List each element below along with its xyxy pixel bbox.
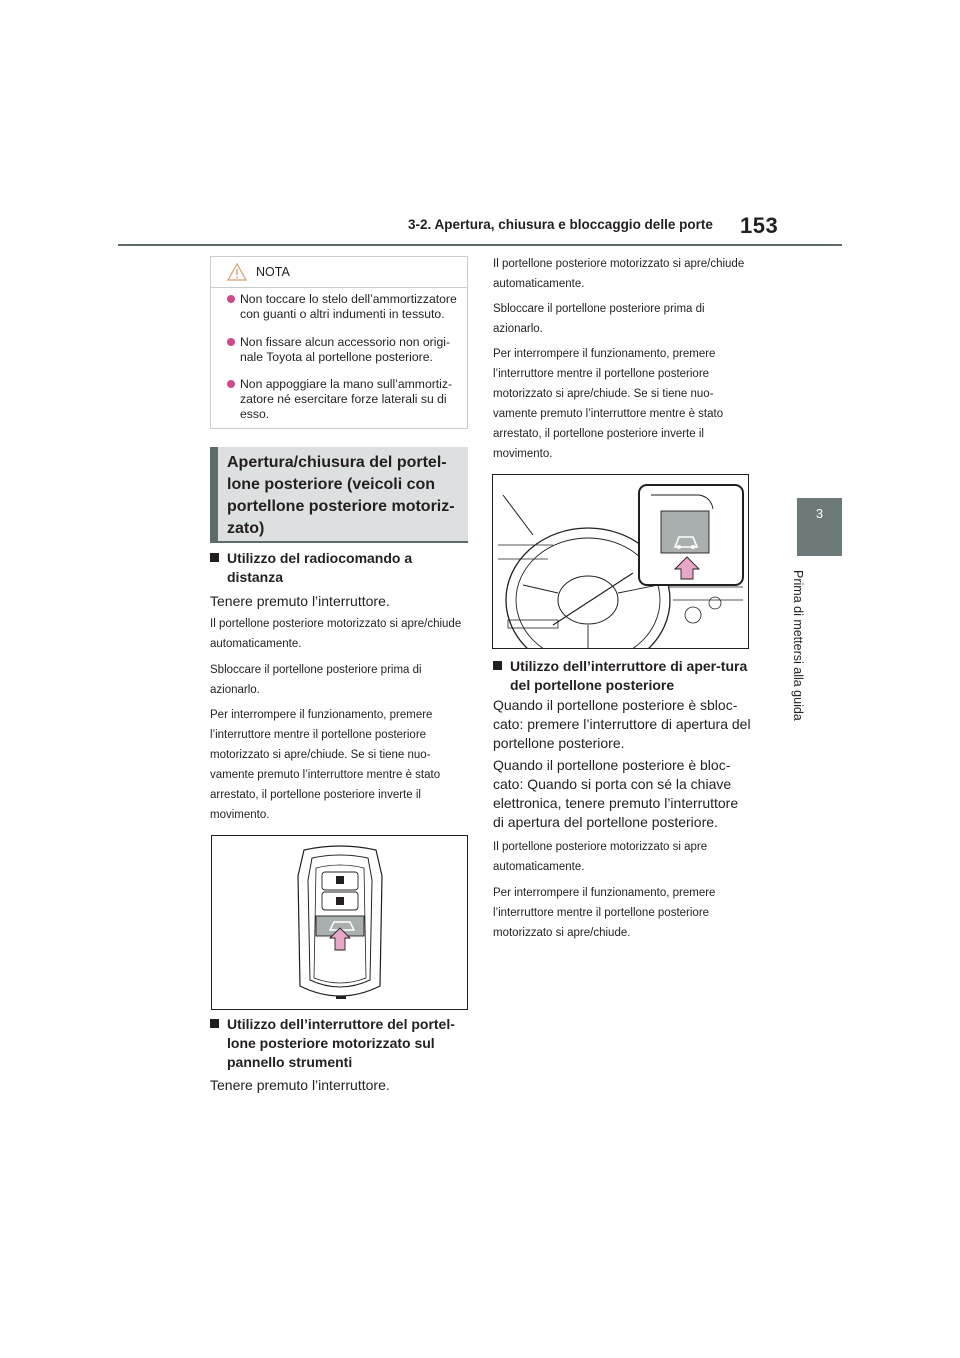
instrument-panel-figure bbox=[492, 474, 749, 649]
nota-item: Non fissare alcun accessorio non origi-nale Toyota al portellone posteriore. bbox=[227, 335, 463, 365]
remote-paragraph-2: Sbloccare il portellone posteriore prima di azionarlo. bbox=[210, 664, 422, 696]
square-bullet-icon bbox=[493, 661, 502, 670]
opener-paragraph-4: Per interrompere il funzionamento, premere l’interruttore mentre il portellone posteriore motorizzato si apre/chiude. bbox=[493, 887, 716, 939]
bullet-icon bbox=[227, 295, 235, 303]
opener-subheading: Utilizzo dell’interruttore di aper-tura del portellone posteriore bbox=[493, 657, 751, 695]
chapter-title-vertical bbox=[787, 570, 811, 750]
nota-box bbox=[210, 256, 468, 429]
square-bullet-icon bbox=[210, 1019, 219, 1028]
section-heading: Apertura/chiusura del portel-lone posteriore (veicoli con portellone posteriore motoriz-zato) bbox=[227, 454, 455, 537]
page-number: 153 bbox=[740, 213, 779, 238]
warning-triangle-icon bbox=[227, 263, 247, 281]
dashboard-instruction: Tenere premuto l’interruttore. bbox=[210, 1077, 390, 1093]
bullet-icon bbox=[227, 338, 235, 346]
key-fob-illustration bbox=[212, 836, 467, 1009]
dashboard-subheading: Utilizzo dell’interruttore del portel-lone posteriore motorizzato sul pannello strumenti bbox=[210, 1015, 468, 1072]
section-heading-box bbox=[210, 447, 468, 541]
square-bullet-icon bbox=[210, 553, 219, 562]
remote-instruction: Tenere premuto l’interruttore. bbox=[210, 593, 390, 609]
nota-item: Non toccare lo stelo dell’ammortizzatore con guanti o altri indumenti in tessuto. bbox=[227, 292, 463, 322]
chapter-title: Prima di mettersi alla guida bbox=[791, 570, 805, 721]
chapter-number: 3 bbox=[815, 506, 824, 521]
section-heading-underline bbox=[210, 541, 468, 543]
right-paragraph-2: Sbloccare il portellone posteriore prima di azionarlo. bbox=[493, 303, 705, 335]
opener-paragraph-2: Quando il portellone posteriore è bloc-cato: Quando si porta con sé la chiave elettronica, tenere premuto l’interruttore di apertura del portellone posteriore. bbox=[493, 757, 739, 830]
nota-header bbox=[211, 257, 467, 288]
running-header: 3-2. Apertura, chiusura e bloccaggio delle porte bbox=[408, 217, 713, 232]
bullet-icon bbox=[227, 380, 235, 388]
nota-title: NOTA bbox=[256, 265, 290, 279]
remote-paragraph-3: Per interrompere il funzionamento, premere l’interruttore mentre il portellone posteriore motorizzato si apre/chiude. Se si tiene nuo-vamente premuto l’interruttore mentre è stato arrestato, il portellone posteriore inverte il movimento. bbox=[210, 709, 441, 821]
right-paragraph-3: Per interrompere il funzionamento, premere l’interruttore mentre il portellone posteriore motorizzato si apre/chiude. Se si tiene nuo-vamente premuto l’interruttore mentre è stato arrestato, il portellone posteriore inverte il movimento. bbox=[493, 348, 724, 460]
right-paragraph-1: Il portellone posteriore motorizzato si apre/chiude automaticamente. bbox=[493, 258, 745, 290]
remote-subheading: Utilizzo del radiocomando a distanza bbox=[210, 549, 468, 587]
remote-paragraph-1: Il portellone posteriore motorizzato si apre/chiude automaticamente. bbox=[210, 618, 462, 650]
header-divider bbox=[118, 244, 842, 246]
section-heading-bar bbox=[210, 447, 218, 541]
opener-paragraph-3: Il portellone posteriore motorizzato si apre automaticamente. bbox=[493, 841, 708, 873]
key-fob-figure bbox=[211, 835, 468, 1010]
nota-item: Non appoggiare la mano sull’ammortiz-zatore né esercitare forze laterali su di esso. bbox=[227, 377, 463, 422]
opener-paragraph-1: Quando il portellone posteriore è sbloc-cato: premere l’interruttore di apertura del portellone posteriore. bbox=[493, 697, 751, 751]
instrument-panel-illustration bbox=[493, 475, 748, 648]
